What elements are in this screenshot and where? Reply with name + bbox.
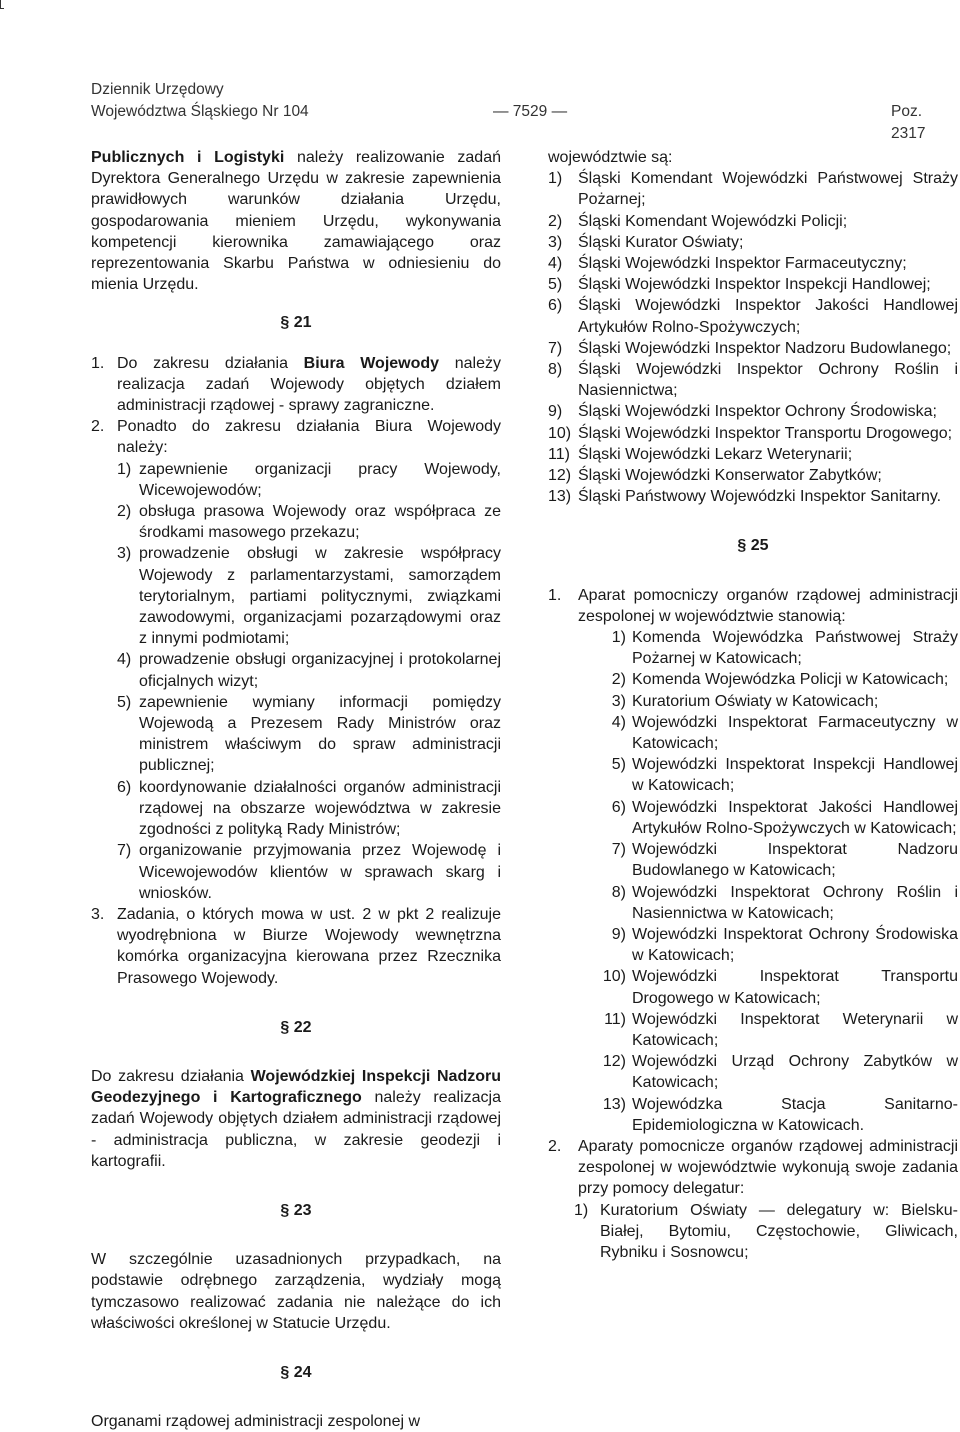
paragraph-number: 2. (91, 418, 105, 436)
list-item (548, 966, 958, 1008)
item-number: 3) (611, 692, 626, 710)
list-item (91, 777, 501, 841)
item-number: 1) (574, 1201, 589, 1219)
item-text: Śląski Wojewódzki Inspektor Ochrony Środowiska; (578, 403, 937, 421)
list-item (548, 627, 958, 669)
section-24-heading: § 24 (280, 1363, 312, 1381)
item-text: Wojewódzki Inspektorat Inspekcji Handlowej w Katowicach; (632, 756, 958, 795)
list-item (91, 543, 501, 649)
item-text: Śląski Wojewódzki Inspektor Jakości Handlowej Artykułów Rolno-Spożywczych; (578, 297, 958, 336)
list-item (548, 401, 958, 422)
item-text: Śląski Państwowy Wojewódzki Inspektor Sanitarny. (578, 488, 942, 506)
item-text: Śląski Wojewódzki Inspektor Ochrony Roślin i Nasiennictwa; (578, 361, 958, 400)
item-text: Śląski Komendant Wojewódzki Policji; (578, 212, 848, 230)
organs-list (548, 168, 958, 507)
item-number: 5) (548, 276, 563, 294)
list-item (91, 459, 501, 501)
section-21-heading: § 21 (280, 314, 312, 332)
paragraph-number: 1. (548, 586, 562, 604)
paragraph-text: Aparat pomocniczy organów rządowej administracji zespolonej w województwie stanowią: (578, 586, 958, 625)
paragraph-text-post: należy realizacja zadań Wojewody objętych działem administracji rządowej - sprawy zagraniczne. (117, 354, 502, 415)
item-number: 3) (548, 233, 563, 251)
item-number: 6) (548, 297, 563, 315)
item-number: 3) (117, 545, 132, 563)
item-text: Śląski Komendant Wojewódzki Państwowej Straży Pożarnej; (578, 170, 958, 209)
intro-text: należy realizowanie zadań Dyrektora Generalnego Urzędu w zakresie zapewnienia prawidłowych warunków działania Urzędu, gospodarowania mieniem Urzędu, wykonywania kompetencji kierownika zamawiającego oraz reprezentowania Skarbu Państwa w odniesieniu do mienia Urzędu. (91, 149, 502, 294)
organs-intro: województwie są: (548, 149, 673, 166)
s21-item-list (91, 459, 501, 904)
item-text: Wojewódzki Inspektorat Jakości Handlowej Artykułów Rolno-Spożywczych w Katowicach; (632, 798, 958, 837)
item-text: Wojewódzki Inspektorat Transportu Drogowego w Katowicach; (632, 968, 958, 1007)
section-22-text-post: należy realizacja zadań Wojewody objętych działem administracji rządowej - administracja publiczna, w zakresie geodezji i kartografii. (91, 1089, 501, 1170)
paragraph-text: Ponadto do zakresu działania Biura Wojewody należy: (117, 418, 501, 457)
item-text: Wojewódzki Urząd Ochrony Zabytków w Katowicach; (632, 1053, 958, 1092)
list-item (548, 1200, 958, 1264)
list-item (91, 501, 501, 543)
item-text: Śląski Wojewódzki Inspektor Nadzoru Budowlanego; (578, 339, 952, 357)
paragraph-number: 2. (548, 1137, 562, 1155)
list-item (91, 840, 501, 904)
item-number: 13) (602, 1095, 626, 1113)
item-text: Kuratorium Oświaty w Katowicach; (632, 692, 879, 710)
item-text: Kuratorium Oświaty — delegatury w: Bielsku-Białej, Bytomiu, Częstochowie, Gliwicach, Rybniku i Sosnowcu; (600, 1201, 958, 1261)
paragraph-text: Aparaty pomocnicze organów rządowej administracji zespolonej w województwie wykonują swoje zadania przy pomocy delegatur: (578, 1137, 958, 1198)
item-number: 8) (548, 361, 563, 379)
item-number: 4) (611, 713, 626, 731)
item-text: Wojewódzki Inspektorat Nadzoru Budowlanego w Katowicach; (632, 841, 958, 880)
item-text: prowadzenie obsługi organizacyjnej i protokolarnej oficjalnych wizyt; (139, 651, 501, 690)
item-text: Komenda Wojewódzka Policji w Katowicach; (632, 671, 949, 689)
item-text: Wojewódzki Inspektorat Ochrony Roślin i Nasiennictwa w Katowicach; (632, 883, 958, 922)
item-text: Wojewódzki Inspektorat Weterynarii w Katowicach; (632, 1010, 958, 1049)
s25-delegatury-list (548, 1200, 958, 1264)
item-text: Śląski Wojewódzki Konserwator Zabytków; (578, 467, 882, 485)
list-item (91, 692, 501, 777)
item-text: prowadzenie obsługi w zakresie współpracy Wojewody z parlamentarzystami, samorządem terytorialnym, partiami politycznymi, związkami zawodowymi, organizacjami pozarządowymi oraz z innymi podmiotami; (139, 545, 501, 648)
journal-title-line2: Województwa Śląskiego Nr 104 (91, 103, 309, 120)
list-item (548, 1094, 958, 1136)
section-24-text: Organami rządowej administracji zespolonej w (91, 1413, 421, 1431)
journal-title-line1: Dziennik Urzędowy (91, 81, 224, 98)
list-item (548, 1009, 958, 1051)
item-number: 2) (117, 503, 132, 521)
list-item (548, 1051, 958, 1093)
item-text: Wojewódzka Stacja Sanitarno-Epidemiologiczna w Katowicach. (632, 1095, 958, 1134)
right-column (548, 147, 958, 1263)
section-22-text (91, 1066, 501, 1172)
section-25-heading: § 25 (737, 537, 769, 555)
paragraph-number: 1. (91, 354, 105, 372)
item-number: 11) (548, 445, 570, 463)
paragraph-text (117, 353, 501, 417)
item-number: 1) (548, 170, 563, 188)
section-22-text-bold: Wojewódzkiej Inspekcji Nadzoru Geodezyjnego i Kartograficznego (91, 1067, 502, 1107)
list-item (548, 232, 958, 253)
crop-mark (0, 0, 4, 9)
list-item (548, 338, 958, 359)
list-item (548, 359, 958, 401)
section-23-heading: § 23 (280, 1201, 312, 1219)
s21-paragraph-1 (91, 353, 501, 417)
list-item (548, 465, 958, 486)
item-text: organizowanie przyjmowania przez Wojewodę i Wicewojewodów klientów w sprawach skarg i wniosków. (139, 842, 501, 902)
list-item (548, 839, 958, 881)
list-item (548, 797, 958, 839)
item-number: 13) (548, 488, 572, 506)
section-22-text-pre: Do zakresu działania (91, 1067, 251, 1085)
item-text: Śląski Wojewódzki Lekarz Weterynarii; (578, 445, 853, 463)
paragraph-text-bold: Biura Wojewody (303, 354, 440, 372)
item-number: 11) (604, 1010, 626, 1028)
item-number: 1) (117, 460, 132, 478)
item-number: 5) (611, 756, 626, 774)
list-item (548, 211, 958, 232)
list-item (548, 924, 958, 966)
item-number: 8) (611, 883, 626, 901)
item-text: Śląski Wojewódzki Inspektor Inspekcji Handlowej; (578, 276, 931, 294)
item-text: Komenda Wojewódzka Państwowej Straży Pożarnej w Katowicach; (632, 629, 958, 668)
item-text: Śląski Kurator Oświaty; (578, 233, 744, 251)
list-item (548, 295, 958, 337)
item-number: 5) (117, 693, 132, 711)
item-number: 7) (117, 842, 132, 860)
list-item (91, 649, 501, 691)
list-item (548, 444, 958, 465)
paragraph-number: 3. (91, 905, 105, 923)
list-item (548, 754, 958, 796)
item-text: Wojewódzki Inspektorat Ochrony Środowiska w Katowicach; (632, 925, 958, 965)
paragraph-text-pre: Do zakresu działania (117, 354, 304, 372)
left-column (91, 147, 501, 1432)
item-number: 2) (548, 212, 563, 230)
item-number: 2) (611, 671, 626, 689)
s25-item-list (548, 627, 958, 1136)
page-number: — 7529 — (493, 103, 568, 120)
s25-paragraph-1 (548, 585, 958, 627)
list-item (548, 274, 958, 295)
item-text: zapewnienie wymiany informacji pomiędzy Wojewodą a Prezesem Rady Ministrów oraz ministrem właściwym do spraw administracji publicznej; (139, 693, 501, 775)
section-23-text: W szczególnie uzasadnionych przypadkach, na podstawie odrębnego zarządzenia, wydziały mogą tymczasowo realizować zadania nie należące do ich właściwości określonej w Statucie Urzędu. (91, 1251, 501, 1332)
list-item (548, 669, 958, 690)
item-number: 7) (548, 339, 563, 357)
list-item (548, 168, 958, 210)
s21-paragraph-3 (91, 904, 501, 989)
item-number: 10) (548, 424, 572, 442)
item-number: 4) (117, 651, 132, 669)
item-number: 12) (602, 1053, 626, 1071)
position-number: Poz. 2317 (891, 103, 926, 142)
item-number: 1) (611, 629, 626, 647)
item-number: 10) (602, 968, 626, 986)
item-text: zapewnienie organizacji pracy Wojewody, Wicewojewodów; (139, 460, 501, 499)
item-text: koordynowanie działalności organów administracji rządowej na obszarze województwa w zakresie zgodności z polityką Rady Ministrów; (139, 778, 501, 839)
list-item (548, 712, 958, 754)
item-number: 9) (611, 925, 626, 943)
journal-title (91, 79, 309, 123)
item-text: Śląski Wojewódzki Inspektor Farmaceutyczny; (578, 255, 907, 273)
list-item (548, 423, 958, 444)
section-22-heading: § 22 (280, 1018, 312, 1036)
item-text: obsługa prasowa Wojewody oraz współpraca ze środkami masowego przekazu; (139, 503, 501, 542)
item-number: 6) (117, 778, 132, 796)
item-number: 9) (548, 403, 563, 421)
item-number: 4) (548, 255, 563, 273)
intro-bold: Publicznych i Logistyki (91, 149, 297, 166)
s25-paragraph-2 (548, 1136, 958, 1200)
item-number: 12) (548, 467, 572, 485)
intro-paragraph (91, 147, 501, 295)
item-text: Śląski Wojewódzki Inspektor Transportu Drogowego; (578, 424, 953, 442)
list-item (548, 486, 958, 507)
item-number: 6) (611, 798, 626, 816)
item-text: Wojewódzki Inspektorat Farmaceutyczny w Katowicach; (632, 713, 958, 753)
paragraph-text: Zadania, o których mowa w ust. 2 w pkt 2 realizuje wyodrębniona w Biurze Wojewody wewnętrzna komórka organizacyjna kierowana przez Rzecznika Prasowego Wojewody. (117, 905, 501, 987)
list-item (548, 253, 958, 274)
list-item (548, 691, 958, 712)
item-number: 7) (611, 841, 626, 859)
list-item (548, 882, 958, 924)
s21-paragraph-2 (91, 416, 501, 458)
